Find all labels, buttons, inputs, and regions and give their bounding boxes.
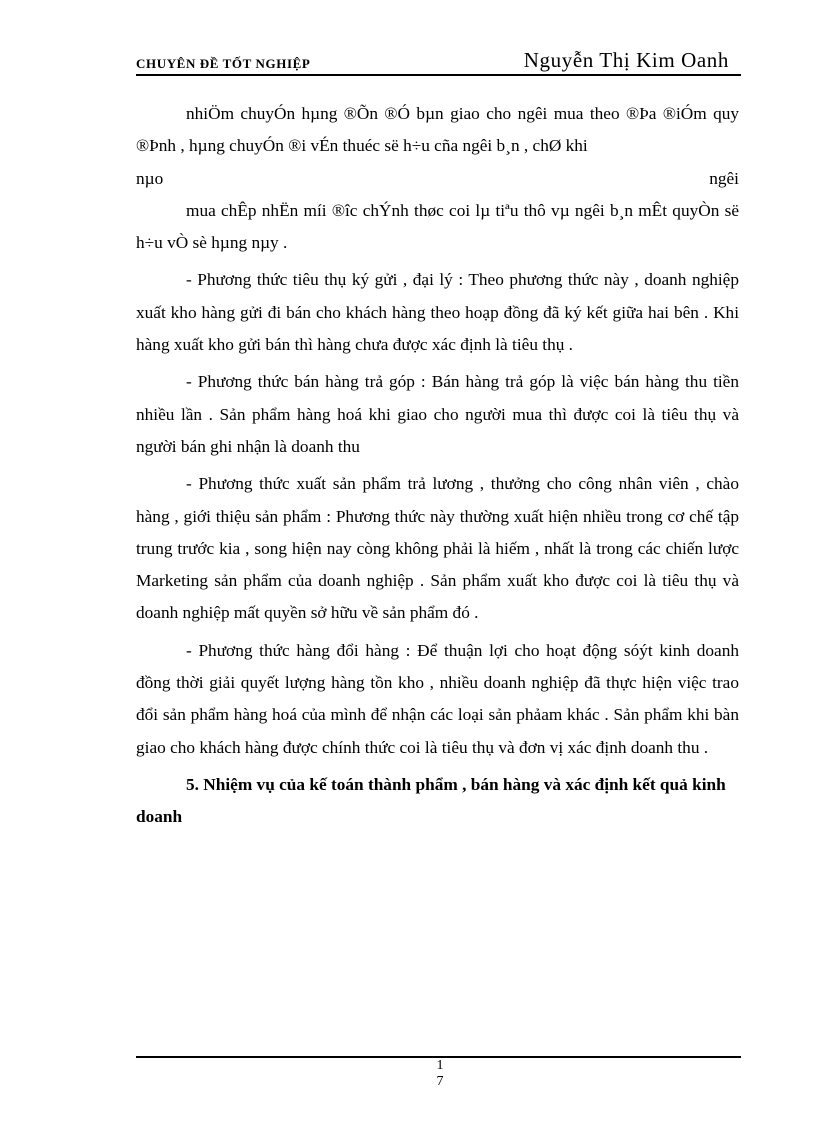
header-author: Nguyễn Thị Kim Oanh [523,48,729,72]
paragraph-5: - Phương thức xuất sản phẩm trả lương , thưởng cho công nhân viên , chào hàng , giới thiệu sản phẩm : Phương thức này thường xuất hiện nhiều trong cơ chế tập trung trước kia , song hiện nay còng không phải là hiếm , nhất là trong các chiến lược Marketing sản phẩm của doanh nghiệp . Sản phẩm xuất kho được coi là tiêu thụ và doanh nghiệp mất quyền sở hữu về sản phẩm đó . [136,474,739,623]
header-divider [136,74,741,76]
page-number-line-1: 1 [436,1058,444,1073]
page-number [430,1058,450,1090]
paragraph-6: - Phương thức hàng đổi hàng : Để thuận lợi cho hoạt động sóýt kinh doanh đồng thời giải quyết lượng hàng tồn kho , nhiều doanh nghiệp đã thực hiện việc trao đổi sản phẩm hàng hoá của mình để nhận các loại sản phảam khác . Sản phẩm khi bàn giao cho khách hàng được chính thức coi là tiêu thụ và đơn vị xác định doanh thu . [136,640,739,757]
paragraph-3: - Phương thức tiêu thụ ký gửi , đại lý : Theo phương thức này , doanh nghiệp xuất kho hàng gửi đi bán cho khách hàng theo hoạp đồng đã ký kết giữa hai bên . Khi hàng xuất kho gửi bán thì hàng chưa được xác định là tiêu thụ . [136,270,739,355]
paragraph-1-word-right: ngêi [709,168,739,188]
paragraph-4: - Phương thức bán hàng trả góp : Bán hàng trả góp là việc bán hàng thu tiền nhiều lần . Sản phẩm hàng hoá khi giao cho người mua thì được coi là tiêu thụ và người bán ghi nhận là doanh thu [136,372,739,456]
paragraph-1-last-line [136,163,739,195]
document-body [136,98,739,834]
header-title: CHUYÊN ĐỀ TỐT NGHIỆP [136,56,311,71]
section-heading: 5. Nhiệm vụ của kế toán thành phẩm , bán hàng và xác định kết quả kinh doanh [136,774,726,827]
paragraph-1-text: nhiÖm chuyÓn hµng ®Õn ®Ó bµn giao cho ngêi mua theo ®Þa ®iÓm quy ®Þnh , hµng chuyÓn ®i vÉn thuéc së h÷u cña ngêi b¸n , chØ khi [136,104,739,156]
page-number-line-2: 7 [436,1074,444,1089]
paragraph-1-word-left: nµo [136,168,164,188]
page-header [136,46,741,74]
paragraph-2: mua chÊp nhËn míi ®îc chÝnh thøc coi lµ tiªu thô vµ ngêi b¸n mÊt quyÒn së h÷u vÒ sè hµng nµy . [136,200,739,253]
paragraph-1 [136,98,739,195]
